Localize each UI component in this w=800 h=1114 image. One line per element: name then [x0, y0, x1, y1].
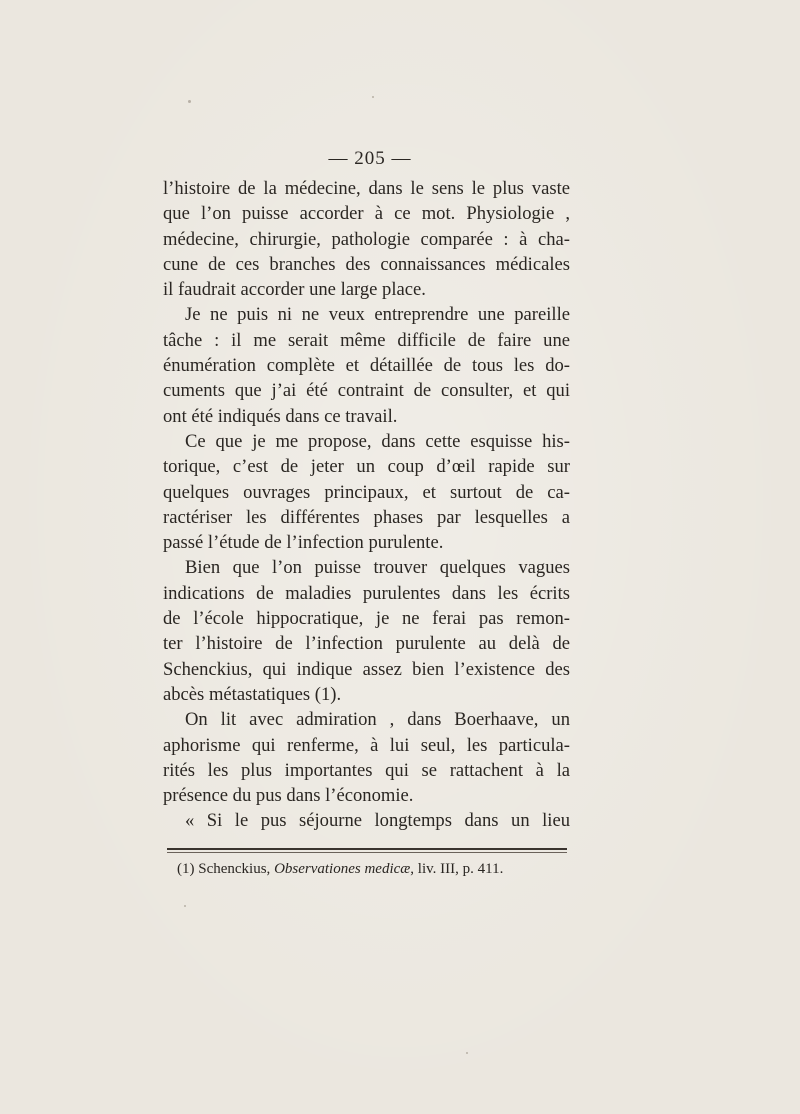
paper-speck — [184, 905, 186, 907]
text-line: présence du pus dans l’économie. — [163, 785, 414, 807]
text-line: cune de ces branches des connaissances médicales — [163, 253, 570, 275]
text-line: médecine, chirurgie, pathologie comparée : à cha- — [163, 228, 570, 250]
text-line: énumération complète et détaillée de tous les do- — [163, 355, 570, 377]
paper-speck — [466, 1052, 468, 1054]
footnote-rule-thin — [167, 852, 567, 853]
text-line: On lit avec admiration , dans Boerhaave, un — [185, 709, 570, 731]
text-line: ter l’histoire de l’infection purulente au delà de — [163, 633, 570, 655]
text-line: de l’école hippocratique, je ne ferai pas remon- — [163, 608, 570, 630]
text-line: aphorisme qui renferme, à lui seul, les particula- — [163, 734, 570, 756]
text-line: Schenckius, qui indique assez bien l’existence des — [163, 658, 570, 680]
footnote-suffix: , liv. III, p. 411. — [410, 861, 504, 877]
text-line: indications de maladies purulentes dans les écrits — [163, 582, 570, 604]
text-line: Bien que l’on puisse trouver quelques vagues — [185, 557, 570, 579]
body-text — [163, 176, 570, 834]
text-line: l’histoire de la médecine, dans le sens le plus vaste — [163, 178, 570, 199]
text-line: rités les plus importantes qui se rattachent à la — [163, 759, 570, 781]
text-line: cuments que j’ai été contraint de consulter, et qui — [163, 380, 570, 402]
text-line: torique, c’est de jeter un coup d’œil rapide sur — [163, 456, 570, 478]
text-line: passé l’étude de l’infection purulente. — [163, 532, 444, 554]
page-number: — 205 — — [328, 148, 412, 169]
text-line: « Si le pus séjourne longtemps dans un lieu — [185, 810, 570, 832]
text-line: ont été indiqués dans ce travail. — [163, 405, 398, 427]
text-line: quelques ouvrages principaux, et surtout de ca- — [163, 481, 570, 503]
text-line: que l’on puisse accorder à ce mot. Physiologie , — [163, 203, 570, 225]
footnote-title: Observationes medicæ — [274, 861, 411, 877]
footnote-rule — [167, 848, 567, 850]
footnote-prefix: (1) Schenckius, — [177, 861, 275, 877]
text-line: ractériser les différentes phases par lesquelles a — [163, 506, 570, 528]
text-line: il faudrait accorder une large place. — [163, 279, 426, 301]
paper-speck — [372, 96, 374, 98]
text-line: tâche : il me serait même difficile de faire une — [163, 329, 570, 351]
footnote — [177, 861, 503, 878]
paper-speck — [188, 100, 191, 103]
text-line: abcès métastatiques (1). — [163, 683, 342, 705]
text-line: Ce que je me propose, dans cette esquisse his- — [185, 430, 570, 452]
text-line: Je ne puis ni ne veux entreprendre une pareille — [185, 304, 570, 326]
